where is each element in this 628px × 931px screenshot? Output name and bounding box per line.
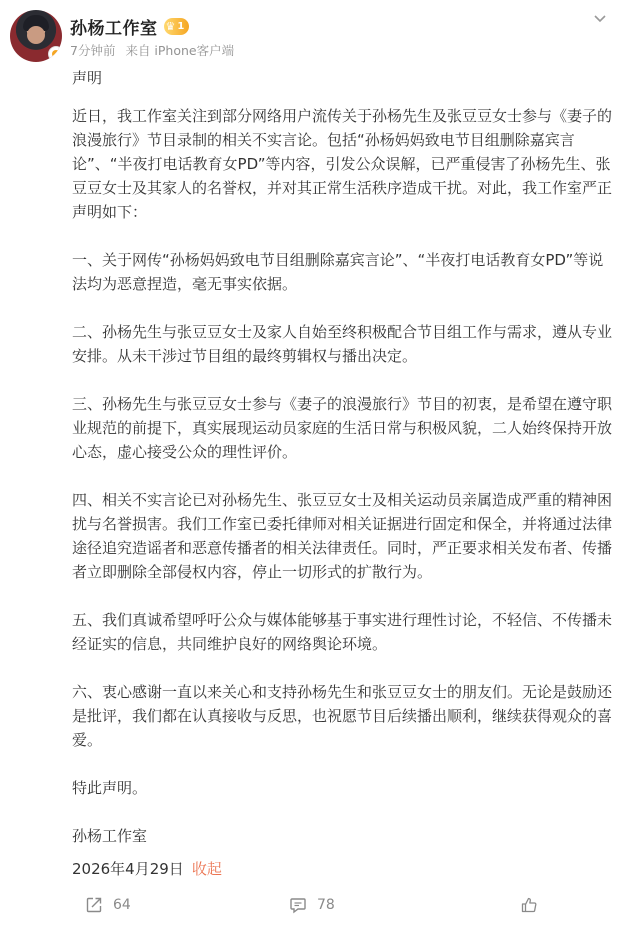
post-title: 声明 — [72, 69, 103, 87]
share-count: 64 — [113, 897, 131, 913]
point-2: 二、孙杨先生与张豆豆女士及家人自始至终积极配合节目组工作与需求，遵从专业安排。从未干涉过节目组的最终剪辑权与播出决定。 — [72, 323, 613, 365]
post-header — [10, 10, 618, 60]
action-bar — [0, 896, 628, 926]
like-button[interactable] — [520, 896, 548, 914]
point-5: 五、我们真诚希望呼吁公众与媒体能够基于事实进行理性讨论，不轻信、不传播未经证实的信息，共同维护良好的网络舆论环境。 — [72, 611, 613, 653]
share-button[interactable] — [85, 896, 131, 914]
share-icon — [85, 896, 103, 914]
verified-icon — [48, 46, 62, 62]
point-4: 四、相关不实言论已对孙杨先生、张豆豆女士及相关运动员亲属造成严重的精神困扰与名誉损害。我们工作室已委托律师对相关证据进行固定和保全，并将通过法律途径追究造谣者和恶意传播者的相关法律责任。同时，严正要求相关发布者、传播者立即删除全部侵权内容，停止一切形式的扩散行为。 — [72, 491, 613, 581]
point-3: 三、孙杨先生与张豆豆女士参与《妻子的浪漫旅行》节目的初衷，是希望在遵守职业规范的前提下，真实展现运动员家庭的生活日常与积极风貌，二人始终保持开放心态，虚心接受公众的理性评价。 — [72, 395, 613, 461]
user-name[interactable]: 孙杨工作室 — [70, 19, 158, 39]
crown-icon: ♛ — [165, 20, 176, 33]
vip-badge[interactable] — [164, 18, 190, 35]
point-1: 一、关于网传“孙杨妈妈致电节目组删除嘉宾言论”、“半夜打电话教育女PD”等说法均为恶意捏造，毫无事实依据。 — [72, 251, 604, 293]
collapse-link[interactable]: 收起 — [191, 860, 222, 878]
post-intro: 近日，我工作室关注到部分网络用户流传关于孙杨先生及张豆豆女士参与《妻子的浪漫旅行》节目录制的相关不实言论。包括“孙杨妈妈致电节目组删除嘉宾言论”、“半夜打电话教育女PD”等内容，引发公众误解，已严重侵害了孙杨先生、张豆豆女士及其家人的名誉权，并对其正常生活秩序造成干扰。对此，我工作室严正声明如下： — [72, 107, 613, 221]
post-signature: 孙杨工作室 — [72, 827, 148, 845]
post-time[interactable]: 7分钟前 — [70, 43, 116, 58]
date-line — [72, 857, 618, 881]
more-button[interactable] — [588, 12, 612, 32]
post-closing: 特此声明。 — [72, 779, 148, 797]
like-icon — [520, 896, 538, 914]
post-date: 2026年4月29日 — [72, 860, 184, 878]
avatar[interactable] — [10, 10, 62, 62]
name-row — [70, 14, 189, 39]
point-6: 六、衷心感谢一直以来关心和支持孙杨先生和张豆豆女士的朋友们。无论是鼓励还是批评，我们都在认真接收与反思，也祝愿节目后续播出顺利，继续获得观众的喜爱。 — [72, 683, 613, 749]
chevron-down-icon — [593, 12, 607, 26]
vip-level: 1 — [177, 20, 185, 32]
comment-count: 78 — [317, 897, 335, 913]
comment-button[interactable] — [289, 896, 335, 914]
comment-icon — [289, 896, 307, 914]
post-content — [72, 66, 618, 881]
post-meta — [70, 41, 240, 59]
avatar-face — [27, 26, 45, 44]
post-source: 来自 iPhone客户端 — [125, 43, 235, 58]
